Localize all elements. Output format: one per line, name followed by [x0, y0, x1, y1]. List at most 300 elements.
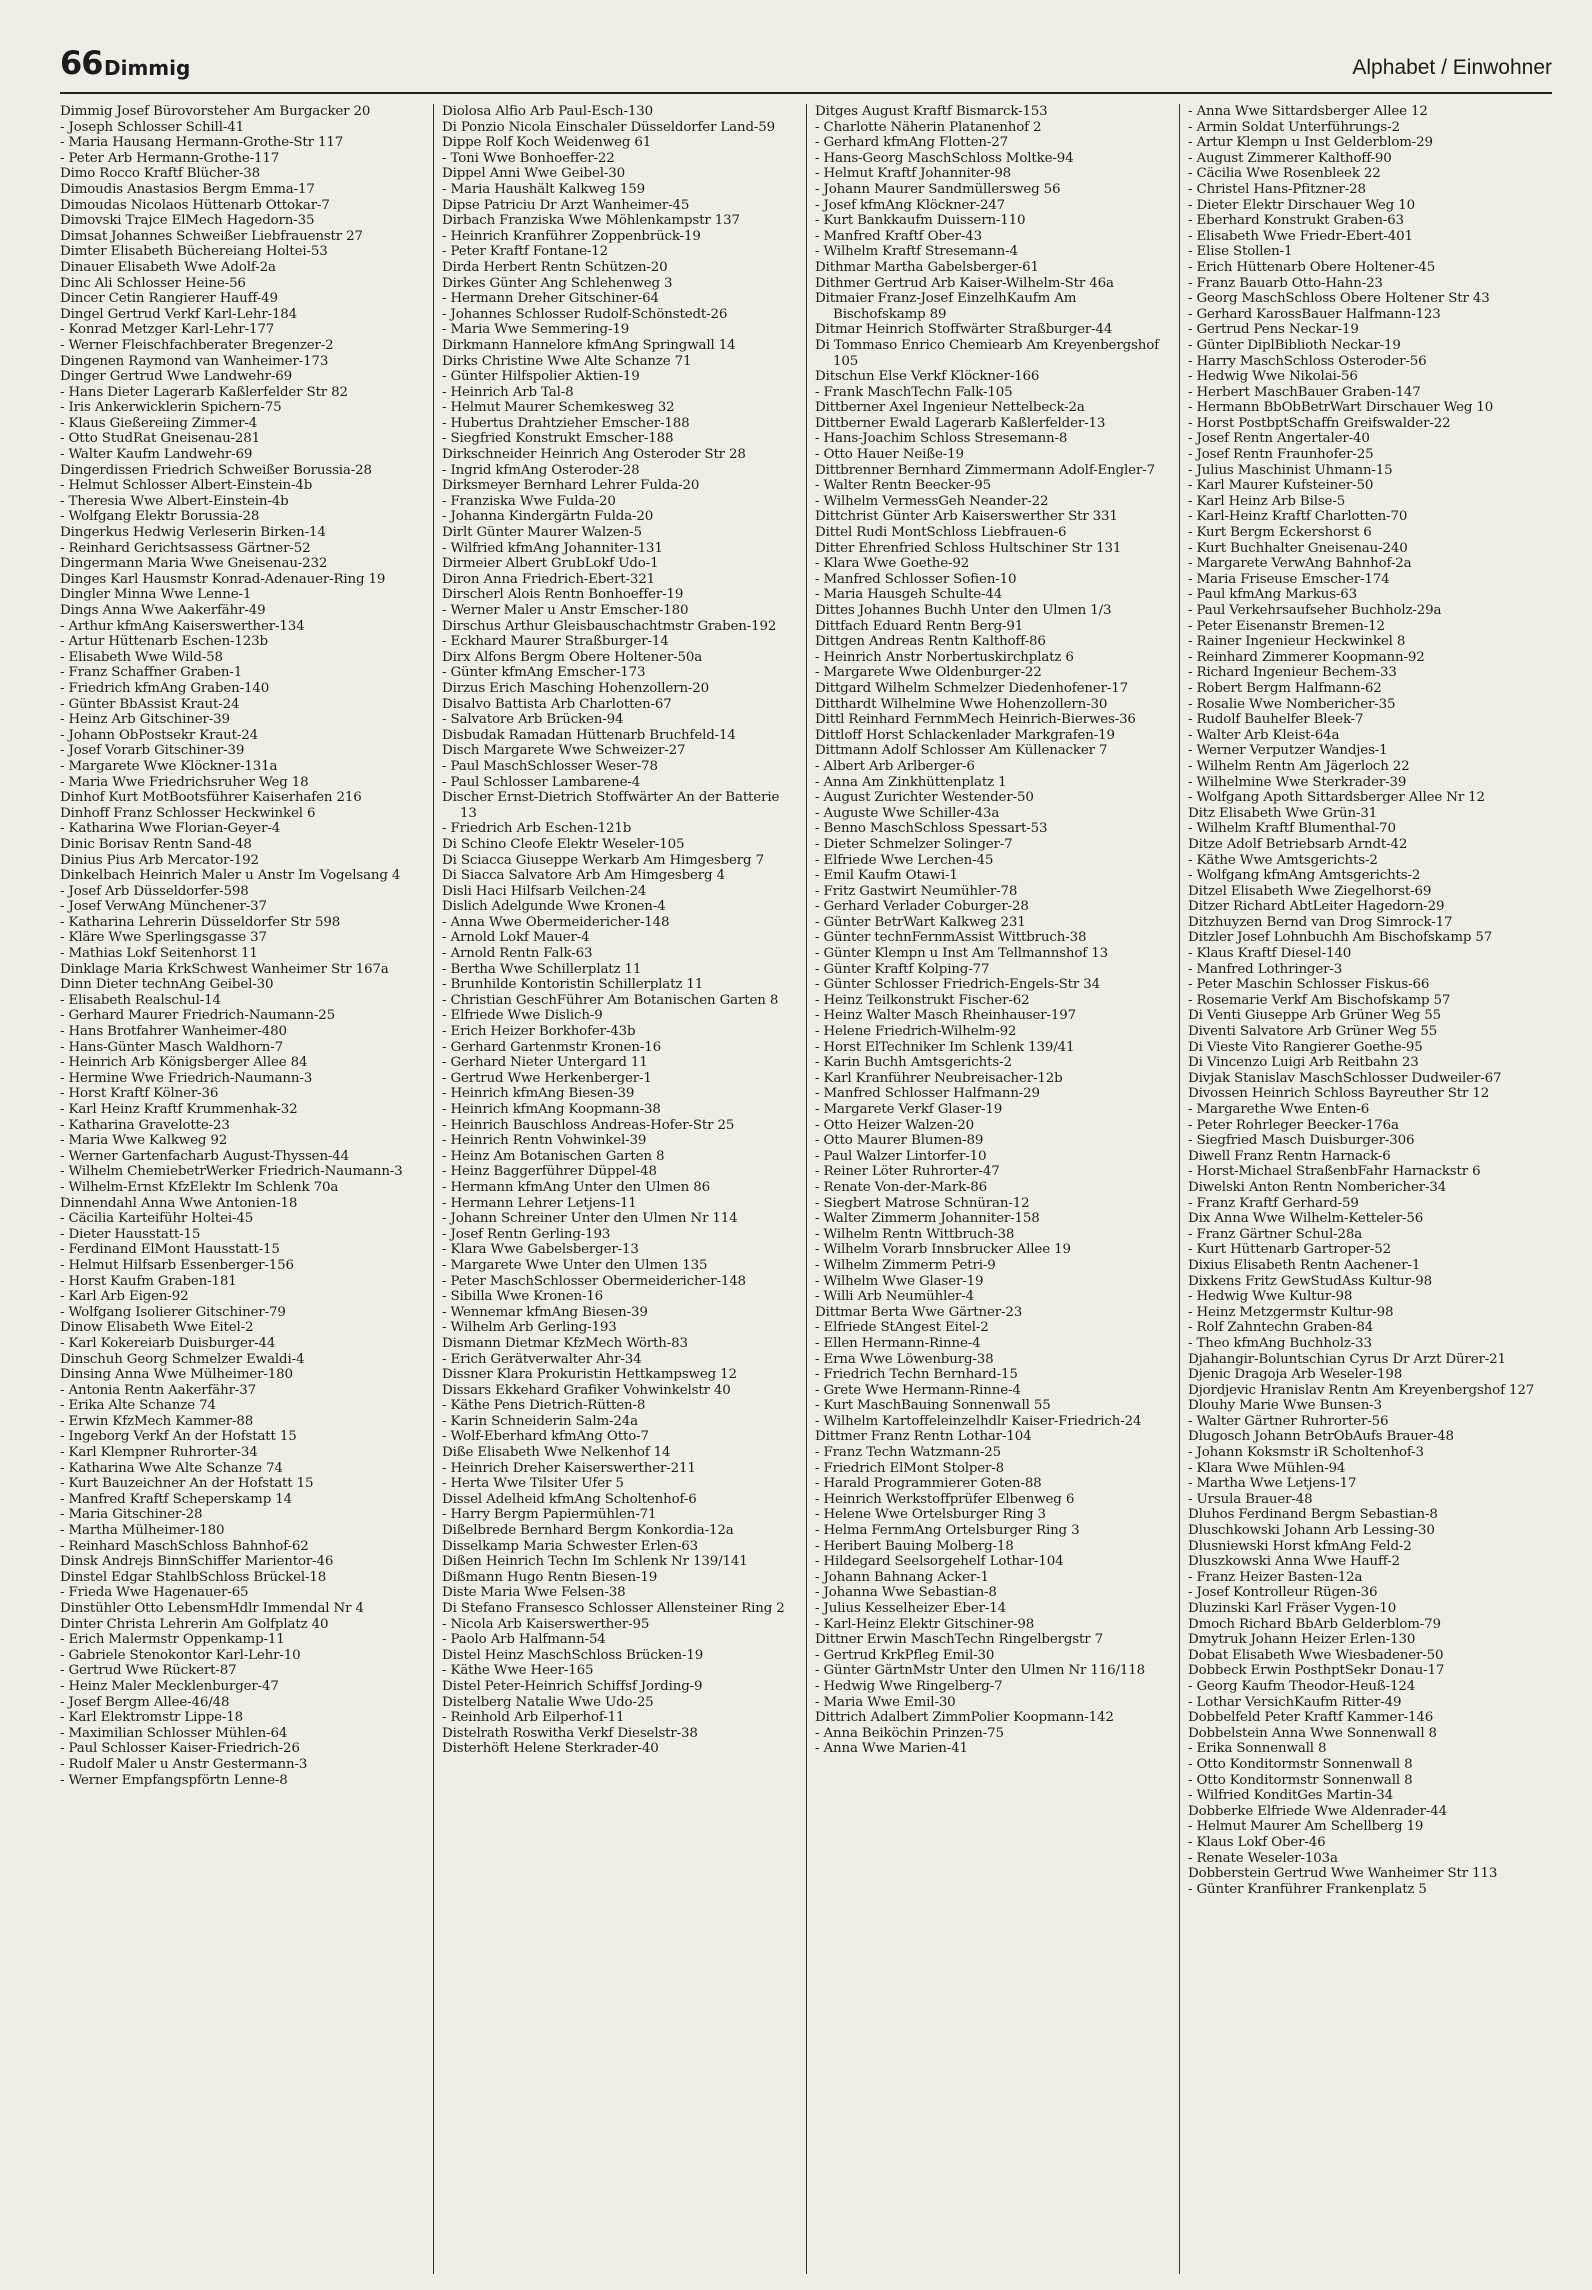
entry-list — [1188, 104, 1544, 1897]
directory-entry: - Helmut Hilfsarb Essenberger-156 — [60, 1257, 294, 1273]
directory-entry: - Maria Haushält Kalkweg 159 — [442, 181, 646, 197]
directory-entry: - Paul Schlosser Kaiser-Friedrich-26 — [60, 1741, 300, 1757]
directory-entry: - Maria Wwe Friedrichsruher Weg 18 — [60, 774, 309, 790]
directory-entry: - Kurt MaschBauing Sonnenwall 55 — [815, 1398, 1051, 1414]
directory-entry: - Hermann Dreher Gitschiner-64 — [442, 291, 659, 307]
directory-entry: - Toni Wwe Bonhoeffer-22 — [442, 150, 615, 166]
directory-entry: - Werner Fleischfachberater Bregenzer-2 — [60, 337, 334, 353]
directory-entry: Dobberstein Gertrud Wwe Wanheimer Str 113 — [1188, 1866, 1498, 1882]
directory-entry: - Eckhard Maurer Straßburger-14 — [442, 634, 669, 650]
directory-entry: - Arthur kfmAng Kaiserswerther-134 — [60, 618, 305, 634]
directory-entry: - Horst-Michael StraßenbFahr Harnackstr 6 — [1188, 1164, 1481, 1180]
directory-entry: - Hermine Wwe Friedrich-Naumann-3 — [60, 1070, 313, 1086]
column-2 — [433, 104, 806, 2274]
head-word: Dimmig — [104, 56, 191, 80]
directory-entry: - Rosemarie Verkf Am Bischofskamp 57 — [1188, 992, 1451, 1008]
directory-entry: - Gertrud KrkPfleg Emil-30 — [815, 1647, 995, 1663]
directory-entry: Dmytruk Johann Heizer Erlen-130 — [1188, 1632, 1416, 1648]
directory-entry: Dirks Christine Wwe Alte Schanze 71 — [442, 353, 692, 369]
directory-entry: - Wolfgang kfmAng Amtsgerichts-2 — [1188, 868, 1421, 884]
directory-entry: Dinges Karl Hausmstr Konrad-Adenauer-Ring 19 — [60, 571, 386, 587]
directory-entry: - Auguste Wwe Schiller-43a — [815, 805, 1000, 821]
directory-entry: Dissars Ekkehard Grafiker Vohwinkelstr 40 — [442, 1382, 731, 1398]
directory-entry: - Siegbert Matrose Schnüran-12 — [815, 1195, 1030, 1211]
directory-entry: - Klaus Lokf Ober-46 — [1188, 1834, 1326, 1850]
directory-entry: - Heribert Bauing Molberg-18 — [815, 1538, 1014, 1554]
directory-entry: - Peter Eisenanstr Bremen-12 — [1188, 618, 1385, 634]
directory-entry: Dinnendahl Anna Wwe Antonien-18 — [60, 1195, 298, 1211]
directory-entry: - Katharina Wwe Alte Schanze 74 — [60, 1460, 283, 1476]
directory-entry: - Heinrich kfmAng Biesen-39 — [442, 1086, 635, 1102]
directory-entry: - Gertrud Wwe Rückert-87 — [60, 1663, 237, 1679]
directory-entry: - Wilhelm Kraftf Stresemann-4 — [815, 244, 1018, 260]
directory-entry: Dißen Heinrich Techn Im Schlenk Nr 139/141 — [442, 1554, 748, 1570]
directory-entry: - Eberhard Konstrukt Graben-63 — [1188, 213, 1404, 229]
directory-entry: - Günter Hilfspolier Aktien-19 — [442, 369, 640, 385]
directory-entry: Ditzler Josef Lohnbuchh Am Bischofskamp 57 — [1188, 930, 1493, 946]
directory-entry: - Günter GärtnMstr Unter den Ulmen Nr 116/118 — [815, 1663, 1145, 1679]
directory-entry: - Franz Techn Watzmann-25 — [815, 1445, 1001, 1461]
directory-entry: - Wilhelm Rentn Am Jägerloch 22 — [1188, 758, 1410, 774]
directory-entry: - Maria Wwe Kalkweg 92 — [60, 1133, 228, 1149]
directory-entry: - Ellen Hermann-Rinne-4 — [815, 1335, 981, 1351]
directory-entry: Di Vieste Vito Rangierer Goethe-95 — [1188, 1039, 1423, 1055]
directory-entry: - Karin Schneiderin Salm-24a — [442, 1413, 639, 1429]
directory-entry: Dinauer Elisabeth Wwe Adolf-2a — [60, 259, 276, 275]
directory-entry: - Salvatore Arb Brücken-94 — [442, 712, 624, 728]
directory-entry: - Josef Rentn Gerling-193 — [442, 1226, 611, 1242]
directory-entry: - Margarete Wwe Klöckner-131a — [60, 758, 278, 774]
directory-entry: - Johannes Schlosser Rudolf-Schönstedt-26 — [442, 306, 728, 322]
directory-entry: - Margarethe Wwe Enten-6 — [1188, 1102, 1370, 1117]
directory-entry: Djordjevic Hranislav Rentn Am Kreyenbergshof 127 — [1188, 1382, 1535, 1398]
directory-entry: - Günter DiplBiblioth Neckar-19 — [1188, 337, 1401, 353]
directory-entry: - Walter Rentn Beecker-95 — [815, 478, 991, 494]
directory-entry: Dimoudis Anastasios Bergm Emma-17 — [60, 181, 315, 197]
directory-entry: - Johann Maurer Sandmüllersweg 56 — [815, 181, 1061, 197]
directory-entry: - Johann Bahnang Acker-1 — [815, 1569, 989, 1585]
directory-entry: - Günter Schlosser Friedrich-Engels-Str 34 — [815, 977, 1100, 993]
directory-entry: Dirda Herbert Rentn Schützen-20 — [442, 259, 668, 275]
entry-list — [60, 104, 425, 1788]
directory-entry: - Günter BetrWart Kalkweg 231 — [815, 914, 1026, 930]
page-number: 66 — [60, 44, 103, 82]
directory-entry: - Karin Buchh Amtsgerichts-2 — [815, 1055, 1012, 1071]
directory-entry: Dinsk Andrejs BinnSchiffer Marientor-46 — [60, 1554, 334, 1570]
directory-entry: - Katharina Gravelotte-23 — [60, 1117, 230, 1133]
directory-entry: Dlouhy Marie Wwe Bunsen-3 — [1188, 1398, 1382, 1414]
directory-entry: - Anna Am Zinkhüttenplatz 1 — [815, 774, 1007, 790]
directory-entry: Dirmeier Albert GrubLokf Udo-1 — [442, 556, 659, 572]
directory-entry: - Heinrich Arb Königsberger Allee 84 — [60, 1055, 308, 1071]
directory-entry: Ditter Ehrenfried Schloss Hultschiner Str 131 — [815, 540, 1122, 556]
directory-entry: - Erich Malermstr Oppenkamp-11 — [60, 1632, 285, 1648]
directory-entry: Dirlt Günter Maurer Walzen-5 — [442, 525, 642, 541]
directory-entry: - Manfred Schlosser Sofien-10 — [815, 571, 1017, 587]
directory-entry: - Karl-Heinz Kraftf Charlotten-70 — [1188, 509, 1408, 525]
directory-entry: - Hubertus Drahtzieher Emscher-188 — [442, 415, 690, 431]
directory-entry: - Maria Hausgeh Schulte-44 — [815, 587, 1003, 603]
directory-entry: Di Stefano Fransesco Schlosser Allensteiner Ring 2 — [442, 1601, 785, 1616]
directory-entry: - Wilhelm-Ernst KfzElektr Im Schlenk 70a — [60, 1179, 339, 1195]
directory-entry: - Helene Wwe Ortelsburger Ring 3 — [815, 1507, 1046, 1523]
directory-entry: - Heinz Arb Gitschiner-39 — [60, 712, 230, 728]
directory-entry: - Peter MaschSchlosser Obermeidericher-148 — [442, 1273, 746, 1289]
directory-entry: - Herbert MaschBauer Graben-147 — [1188, 384, 1421, 400]
directory-entry: - Maria Hausang Hermann-Grothe-Str 117 — [60, 135, 344, 151]
directory-entry: - Hildegard Seelsorgehelf Lothar-104 — [815, 1554, 1064, 1570]
directory-entry: Disterhöft Helene Sterkrader-40 — [442, 1741, 659, 1757]
directory-entry: - Frieda Wwe Hagenauer-65 — [60, 1585, 249, 1601]
directory-entry: - Karl Kranführer Neubreisacher-12b — [815, 1070, 1063, 1086]
column-4 — [1179, 104, 1552, 2274]
directory-entry: Dippel Anni Wwe Geibel-30 — [442, 166, 625, 182]
directory-entry: - Klara Wwe Mühlen-94 — [1188, 1460, 1346, 1476]
directory-entry: - Käthe Wwe Heer-165 — [442, 1663, 594, 1679]
entry-list — [815, 104, 1171, 1757]
directory-entry: Dixius Elisabeth Rentn Aachener-1 — [1188, 1257, 1421, 1273]
directory-entry: Dinkelbach Heinrich Maler u Anstr Im Vogelsang 4 — [60, 868, 401, 884]
directory-entry: Dinhoff Franz Schlosser Heckwinkel 6 — [60, 805, 316, 821]
directory-entry: Dobat Elisabeth Wwe Wiesbadener-50 — [1188, 1647, 1444, 1663]
directory-entry: - Heinrich Kranführer Zoppenbrück-19 — [442, 228, 701, 244]
directory-entry: - Heinrich Werkstoffprüfer Elbenweg 6 — [815, 1491, 1075, 1507]
directory-entry: - Horst PostbptSchaffn Greifswalder-22 — [1188, 415, 1451, 431]
directory-entry: - Martha Mülheimer-180 — [60, 1523, 225, 1539]
directory-entry: - Cäcilia Karteiführ Holtei-45 — [60, 1211, 254, 1227]
directory-entry: - Paul Verkehrsaufseher Buchholz-29a — [1188, 603, 1442, 618]
directory-entry: - Rosalie Wwe Nombericher-35 — [1188, 696, 1396, 712]
directory-entry: - Günter kfmAng Emscher-173 — [442, 665, 646, 681]
directory-entry: Dings Anna Wwe Aakerfähr-49 — [60, 603, 266, 618]
directory-entry: - Anna Beiköchin Prinzen-75 — [815, 1725, 1004, 1741]
directory-entry: Dirkmann Hannelore kfmAng Springwall 14 — [442, 337, 736, 353]
directory-entry: - Günter technFernmAssist Wittbruch-38 — [815, 930, 1087, 946]
directory-entry: Divossen Heinrich Schloss Bayreuther Str 12 — [1188, 1086, 1490, 1102]
directory-entry: - Rolf Zahntechn Graben-84 — [1188, 1320, 1374, 1336]
directory-entry: - Gerhard Nieter Untergard 11 — [442, 1055, 648, 1071]
directory-entry: - Johanna Wwe Sebastian-8 — [815, 1585, 997, 1601]
directory-entry: Distelrath Roswitha Verkf Dieselstr-38 — [442, 1725, 698, 1741]
directory-entry: - Margarete Verkf Glaser-19 — [815, 1102, 1003, 1117]
header-rule — [60, 92, 1552, 94]
directory-entry: Dimo Rocco Kraftf Blücher-38 — [60, 166, 260, 182]
directory-entry: Dittmann Adolf Schlosser Am Küllenacker 7 — [815, 743, 1108, 759]
entry-list — [442, 104, 798, 1757]
directory-entry: - Nicola Arb Kaiserswerther-95 — [442, 1616, 650, 1632]
directory-entry: - Werner Maler u Anstr Emscher-180 — [442, 603, 689, 618]
directory-entry: - Horst ElTechniker Im Schlenk 139/41 — [815, 1039, 1075, 1055]
directory-entry: - Horst Kaufm Graben-181 — [60, 1273, 237, 1289]
directory-entry: - Kläre Wwe Sperlingsgasse 37 — [60, 930, 267, 946]
directory-entry: - Maximilian Schlosser Mühlen-64 — [60, 1725, 288, 1741]
directory-entry: Disselkamp Maria Schwester Erlen-63 — [442, 1538, 699, 1554]
directory-entry: - Käthe Wwe Amtsgerichts-2 — [1188, 852, 1378, 868]
directory-entry: Dinger Gertrud Wwe Landwehr-69 — [60, 369, 293, 385]
directory-entry: - Helmut Maurer Schemkesweg 32 — [442, 400, 675, 416]
directory-entry: Dinn Dieter technAng Geibel-30 — [60, 977, 274, 993]
directory-entry: - Mathias Lokf Seitenhorst 11 — [60, 946, 258, 962]
directory-columns — [60, 104, 1552, 2274]
directory-entry: - Karl Maurer Kufsteiner-50 — [1188, 478, 1374, 494]
directory-entry: Djahangir-Boluntschian Cyrus Dr Arzt Dürer-21 — [1188, 1351, 1506, 1367]
directory-entry: - Otto Konditormstr Sonnenwall 8 — [1188, 1772, 1413, 1788]
directory-entry: Disli Haci Hilfsarb Veilchen-24 — [442, 883, 647, 899]
directory-entry: Ditschun Else Verkf Klöckner-166 — [815, 369, 1040, 385]
directory-entry: - Rudolf Maler u Anstr Gestermann-3 — [60, 1756, 308, 1772]
directory-entry: - Friedrich Arb Eschen-121b — [442, 821, 632, 837]
directory-entry: Disch Margarete Wwe Schweizer-27 — [442, 743, 686, 759]
directory-entry: Dißelbrede Bernhard Bergm Konkordia-12a — [442, 1523, 734, 1539]
directory-entry: - Josef VerwAng Münchener-37 — [60, 899, 267, 915]
directory-entry: Dingler Minna Wwe Lenne-1 — [60, 587, 252, 603]
directory-entry: - Käthe Pens Dietrich-Rütten-8 — [442, 1398, 646, 1414]
directory-entry: Diste Maria Wwe Felsen-38 — [442, 1585, 626, 1601]
directory-entry: - Manfred Kraftf Ober-43 — [815, 228, 982, 244]
directory-entry: Dobbelfeld Peter Kraftf Kammer-146 — [1188, 1710, 1434, 1726]
directory-entry: Ditz Elisabeth Wwe Grün-31 — [1188, 805, 1378, 821]
directory-entry: - Gertrud Pens Neckar-19 — [1188, 322, 1359, 338]
directory-entry: - August Zimmerer Kalthoff-90 — [1188, 150, 1392, 166]
directory-entry: - Elfriede Wwe Dislich-9 — [442, 1008, 603, 1024]
directory-entry: - Günter BbAssist Kraut-24 — [60, 696, 240, 712]
directory-entry: Diolosa Alfio Arb Paul-Esch-130 — [442, 104, 653, 119]
directory-entry: - Rudolf Bauhelfer Bleek-7 — [1188, 712, 1364, 728]
directory-entry: - Elisabeth Realschul-14 — [60, 992, 221, 1008]
directory-entry: Ditges August Kraftf Bismarck-153 — [815, 104, 1048, 119]
directory-entry: Diron Anna Friedrich-Ebert-321 — [442, 571, 655, 587]
directory-entry: Disbudak Ramadan Hüttenarb Bruchfeld-14 — [442, 727, 736, 743]
directory-entry: - Julius Kesselheizer Eber-14 — [815, 1601, 1006, 1616]
directory-entry: - Helmut Maurer Am Schellberg 19 — [1188, 1819, 1424, 1835]
directory-entry: Dluszkowski Anna Wwe Hauff-2 — [1188, 1554, 1400, 1570]
directory-entry: - Elisabeth Wwe Wild-58 — [60, 649, 223, 665]
directory-entry: - Anna Wwe Sittardsberger Allee 12 — [1188, 104, 1428, 119]
directory-entry: - Erich Heizer Borkhofer-43b — [442, 1024, 636, 1040]
directory-entry: - Georg MaschSchloss Obere Holtener Str 43 — [1188, 291, 1490, 307]
directory-entry: - Hedwig Wwe Nikolai-56 — [1188, 369, 1358, 385]
directory-entry: - Josef Bergm Allee-46/48 — [60, 1694, 230, 1710]
directory-entry: - Hermann kfmAng Unter den Ulmen 86 — [442, 1179, 710, 1195]
directory-entry: - Karl Arb Eigen-92 — [60, 1289, 189, 1305]
directory-entry: - Günter Kraftf Kolping-77 — [815, 961, 990, 977]
directory-entry: Dingerdissen Friedrich Schweißer Borussia-28 — [60, 462, 372, 478]
directory-entry: Dithmar Martha Gabelsberger-61 — [815, 259, 1039, 275]
directory-entry: Ditthardt Wilhelmine Wwe Hohenzollern-30 — [815, 696, 1108, 712]
directory-entry: - Emil Kaufm Otawi-1 — [815, 868, 958, 884]
directory-entry: Dittmar Berta Wwe Gärtner-23 — [815, 1304, 1023, 1320]
directory-entry: Dittgard Wilhelm Schmelzer Diedenhofener-17 — [815, 680, 1128, 696]
directory-entry: - Cäcilia Wwe Rosenbleek 22 — [1188, 166, 1381, 182]
directory-entry: - Karl Kokereiarb Duisburger-44 — [60, 1335, 276, 1351]
directory-entry: - Katharina Wwe Florian-Geyer-4 — [60, 821, 281, 837]
directory-entry: - Wolfgang Elektr Borussia-28 — [60, 509, 260, 525]
directory-entry: - Reinhard Zimmerer Koopmann-92 — [1188, 649, 1425, 665]
directory-entry: Dlusniewski Horst kfmAng Feld-2 — [1188, 1538, 1412, 1554]
directory-entry: Dinow Elisabeth Wwe Eitel-2 — [60, 1320, 254, 1336]
directory-entry: Dinschuh Georg Schmelzer Ewaldi-4 — [60, 1351, 305, 1367]
directory-entry: - Artur Klempn u Inst Gelderblom-29 — [1188, 135, 1433, 151]
directory-entry: Dluschkowski Johann Arb Lessing-30 — [1188, 1523, 1435, 1539]
directory-entry: - Karl Klempner Ruhrorter-34 — [60, 1445, 258, 1461]
directory-entry: - Elisabeth Wwe Friedr-Ebert-401 — [1188, 228, 1413, 244]
directory-entry: - Christian GeschFührer Am Botanischen Garten 8 — [442, 992, 779, 1008]
directory-entry: Ditmar Heinrich Stoffwärter Straßburger-44 — [815, 322, 1113, 338]
directory-entry: - Albert Arb Arlberger-6 — [815, 758, 975, 774]
directory-entry: - Josef Rentn Angertaler-40 — [1188, 431, 1370, 447]
directory-entry: Distel Heinz MaschSchloss Brücken-19 — [442, 1647, 704, 1663]
directory-entry: - Kurt Hüttenarb Gartroper-52 — [1188, 1242, 1392, 1258]
directory-entry: - Anna Wwe Obermeidericher-148 — [442, 914, 670, 930]
directory-entry: - Erich Gerätverwalter Ahr-34 — [442, 1351, 642, 1367]
directory-entry: - Wilhelm Zimmerm Petri-9 — [815, 1257, 996, 1273]
directory-entry: - Paul kfmAng Markus-63 — [1188, 587, 1358, 603]
directory-entry: - Wilhelm Kartoffeleinzelhdlr Kaiser-Friedrich-24 — [815, 1413, 1142, 1429]
directory-entry: - Ferdinand ElMont Hausstatt-15 — [60, 1242, 280, 1258]
directory-entry: - Armin Soldat Unterführungs-2 — [1188, 119, 1400, 135]
directory-entry: - Erich Hüttenarb Obere Holtener-45 — [1188, 259, 1436, 275]
directory-entry: - Bertha Wwe Schillerplatz 11 — [442, 961, 642, 977]
directory-entry: Dittberner Ewald Lagerarb Kaßlerfelder-13 — [815, 415, 1106, 431]
directory-entry: - Paolo Arb Halfmann-54 — [442, 1632, 606, 1648]
directory-entry: Dipse Patriciu Dr Arzt Wanheimer-45 — [442, 197, 690, 213]
directory-entry: - Paul Schlosser Lambarene-4 — [442, 774, 641, 790]
column-1 — [60, 104, 433, 2274]
directory-entry: - Klaus Gießereiing Zimmer-4 — [60, 415, 258, 431]
directory-entry: - Klaus Kraftf Diesel-140 — [1188, 946, 1352, 962]
directory-entry: - Wolfgang Isolierer Gitschiner-79 — [60, 1304, 286, 1320]
directory-entry: Dinstel Edgar StahlbSchloss Brückel-18 — [60, 1569, 327, 1585]
directory-entry: - Manfred Schlosser Halfmann-29 — [815, 1086, 1040, 1102]
directory-entry: Di Venti Giuseppe Arb Grüner Weg 55 — [1188, 1008, 1441, 1024]
directory-entry: Dittberner Axel Ingenieur Nettelbeck-2a — [815, 400, 1085, 416]
directory-entry: - Peter Maschin Schlosser Fiskus-66 — [1188, 977, 1430, 993]
directory-entry: - Friedrich Techn Bernhard-15 — [815, 1367, 1018, 1383]
directory-entry: - Erwin KfzMech Kammer-88 — [60, 1413, 254, 1429]
directory-entry: - Walter Arb Kleist-64a — [1188, 727, 1340, 743]
directory-entry: - Heinrich Arb Tal-8 — [442, 384, 574, 400]
directory-entry: - Heinz Teilkonstrukt Fischer-62 — [815, 992, 1030, 1008]
directory-entry: - Gerhard Gartenmstr Kronen-16 — [442, 1039, 661, 1055]
directory-entry: Di Schino Cleofe Elektr Weseler-105 — [442, 836, 685, 852]
directory-entry: - Arnold Rentn Falk-63 — [442, 946, 593, 962]
directory-entry: Dluzinski Karl Fräser Vygen-10 — [1188, 1601, 1397, 1616]
directory-entry: - Hans-Günter Masch Waldhorn-7 — [60, 1039, 284, 1055]
directory-entry: Discher Ernst-Dietrich Stoffwärter An der Batterie 13 — [442, 790, 780, 821]
directory-entry: - Margarete Wwe Unter den Ulmen 135 — [442, 1257, 708, 1273]
directory-entry: - Reiner Löter Ruhrorter-47 — [815, 1164, 1000, 1180]
directory-entry: Dithmer Gertrud Arb Kaiser-Wilhelm-Str 46a — [815, 275, 1114, 291]
directory-entry: - Paul Walzer Lintorfer-10 — [815, 1148, 987, 1164]
directory-entry: Dirbach Franziska Wwe Möhlenkampstr 137 — [442, 213, 740, 229]
directory-entry: - Maria Wwe Emil-30 — [815, 1694, 956, 1710]
column-3 — [806, 104, 1179, 2274]
directory-entry: Dingenen Raymond van Wanheimer-173 — [60, 353, 329, 369]
directory-entry: - Horst Kraftf Kölner-36 — [60, 1086, 219, 1102]
directory-entry: - Renate Weseler-103a — [1188, 1850, 1338, 1866]
directory-entry: Distelberg Natalie Wwe Udo-25 — [442, 1694, 654, 1710]
directory-entry: Di Siacca Salvatore Arb Am Himgesberg 4 — [442, 868, 725, 884]
directory-entry: - Theo kfmAng Buchholz-33 — [1188, 1335, 1372, 1351]
directory-entry: - Wilhelm ChemiebetrWerker Friedrich-Naumann-3 — [60, 1164, 403, 1180]
directory-entry: - Peter Arb Hermann-Grothe-117 — [60, 150, 280, 166]
directory-entry: - Helma FernmAng Ortelsburger Ring 3 — [815, 1523, 1080, 1539]
directory-entry: - August Zurichter Westender-50 — [815, 790, 1034, 806]
directory-entry: - Hans Dieter Lagerarb Kaßlerfelder Str 82 — [60, 384, 348, 400]
directory-entry: - Heinz Maler Mecklenburger-47 — [60, 1678, 279, 1694]
directory-entry: Dirkschneider Heinrich Ang Osteroder Str 28 — [442, 447, 746, 463]
directory-entry: - Franziska Wwe Fulda-20 — [442, 493, 616, 509]
directory-entry: Di Vincenzo Luigi Arb Reitbahn 23 — [1188, 1055, 1419, 1071]
directory-entry: - Georg Kaufm Theodor-Heuß-124 — [1188, 1678, 1416, 1694]
directory-entry: - Heinz Baggerführer Düppel-48 — [442, 1164, 657, 1180]
directory-entry: Dimmig Josef Bürovorsteher Am Burgacker 20 — [60, 104, 371, 119]
directory-entry: Dirschus Arthur Gleisbauschachtmstr Graben-192 — [442, 618, 777, 634]
directory-entry: - Otto Hauer Neiße-19 — [815, 447, 964, 463]
directory-entry: Divjak Stanislav MaschSchlosser Dudweiler-67 — [1188, 1070, 1502, 1086]
directory-entry: Dimovski Trajce ElMech Hagedorn-35 — [60, 213, 315, 229]
directory-entry: Dingel Gertrud Verkf Karl-Lehr-184 — [60, 306, 298, 322]
directory-entry: Dittbrenner Bernhard Zimmermann Adolf-Engler-7 — [815, 462, 1155, 478]
directory-entry: - Harry Bergm Papiermühlen-71 — [442, 1507, 657, 1523]
directory-entry: - Iris Ankerwicklerin Spichern-75 — [60, 400, 282, 416]
directory-entry: - Walter Gärtner Ruhrorter-56 — [1188, 1413, 1389, 1429]
directory-entry: Dimoudas Nicolaos Hüttenarb Ottokar-7 — [60, 197, 330, 213]
directory-entry: - Joseph Schlosser Schill-41 — [60, 119, 244, 135]
directory-entry: Dinsing Anna Wwe Mülheimer-180 — [60, 1367, 293, 1383]
directory-entry: Diwell Franz Rentn Harnack-6 — [1188, 1148, 1391, 1164]
directory-entry: - Karl-Heinz Elektr Gitschiner-98 — [815, 1616, 1035, 1632]
directory-entry: Dirx Alfons Bergm Obere Holtener-50a — [442, 649, 703, 665]
directory-entry: - Wilhelmine Wwe Sterkrader-39 — [1188, 774, 1407, 790]
directory-entry: - Gabriele Stenokontor Karl-Lehr-10 — [60, 1647, 301, 1663]
directory-entry: - Kurt Bergm Eckershorst 6 — [1188, 525, 1372, 541]
directory-entry: Dittgen Andreas Rentn Kalthoff-86 — [815, 634, 1046, 650]
directory-entry: - Paul MaschSchlosser Weser-78 — [442, 758, 658, 774]
directory-entry: - Josef Arb Düsseldorfer-598 — [60, 883, 249, 899]
directory-entry: - Günter Kranführer Frankenplatz 5 — [1188, 1881, 1427, 1897]
directory-entry: - Gertrud Wwe Herkenberger-1 — [442, 1070, 652, 1086]
directory-entry: - Antonia Rentn Aakerfähr-37 — [60, 1382, 256, 1398]
directory-entry: - Werner Gartenfacharb August-Thyssen-44 — [60, 1148, 350, 1164]
directory-entry: Di Tommaso Enrico Chemiearb Am Kreyenbergshof 105 — [815, 337, 1159, 369]
directory-entry: Dirzus Erich Masching Hohenzollern-20 — [442, 680, 710, 696]
directory-entry: - Heinrich Dreher Kaiserswerther-211 — [442, 1460, 696, 1476]
directory-entry: - Maria Wwe Semmering-19 — [442, 322, 630, 338]
directory-entry: - Margarete Wwe Oldenburger-22 — [815, 665, 1042, 681]
directory-entry: - Helmut Schlosser Albert-Einstein-4b — [60, 478, 313, 494]
directory-entry: Ditzel Elisabeth Wwe Ziegelhorst-69 — [1188, 883, 1432, 899]
directory-entry: - Karl Elektromstr Lippe-18 — [60, 1710, 244, 1726]
directory-entry: - Werner Verputzer Wandjes-1 — [1188, 743, 1388, 759]
directory-entry: - Hermann Lehrer Letjens-11 — [442, 1195, 637, 1211]
directory-entry: Dinstühler Otto LebensmHdlr Immendal Nr 4 — [60, 1601, 364, 1616]
directory-entry: - Hans-Joachim Schloss Stresemann-8 — [815, 431, 1068, 447]
directory-entry: Dittchrist Günter Arb Kaiserswerther Str 331 — [815, 509, 1118, 525]
directory-entry: - Walter Zimmerm Johanniter-158 — [815, 1211, 1040, 1227]
directory-entry: - Artur Hüttenarb Eschen-123b — [60, 634, 268, 650]
directory-entry: - Heinz Metzgermstr Kultur-98 — [1188, 1304, 1394, 1320]
directory-entry: Dittrich Adalbert ZimmPolier Koopmann-142 — [815, 1710, 1114, 1726]
directory-entry: - Otto Heizer Walzen-20 — [815, 1117, 974, 1133]
directory-entry: - Wilhelm Vorarb Innsbrucker Allee 19 — [815, 1242, 1071, 1258]
directory-entry: - Anna Wwe Marien-41 — [815, 1741, 968, 1757]
directory-entry: - Otto Maurer Blumen-89 — [815, 1133, 984, 1149]
directory-entry: - Friedrich kfmAng Graben-140 — [60, 680, 270, 696]
directory-entry: - Gerhard KarossBauer Halfmann-123 — [1188, 306, 1441, 322]
directory-entry: - Wilhelm Kraftf Blumenthal-70 — [1188, 821, 1396, 837]
directory-entry: - Arnold Lokf Mauer-4 — [442, 930, 590, 946]
